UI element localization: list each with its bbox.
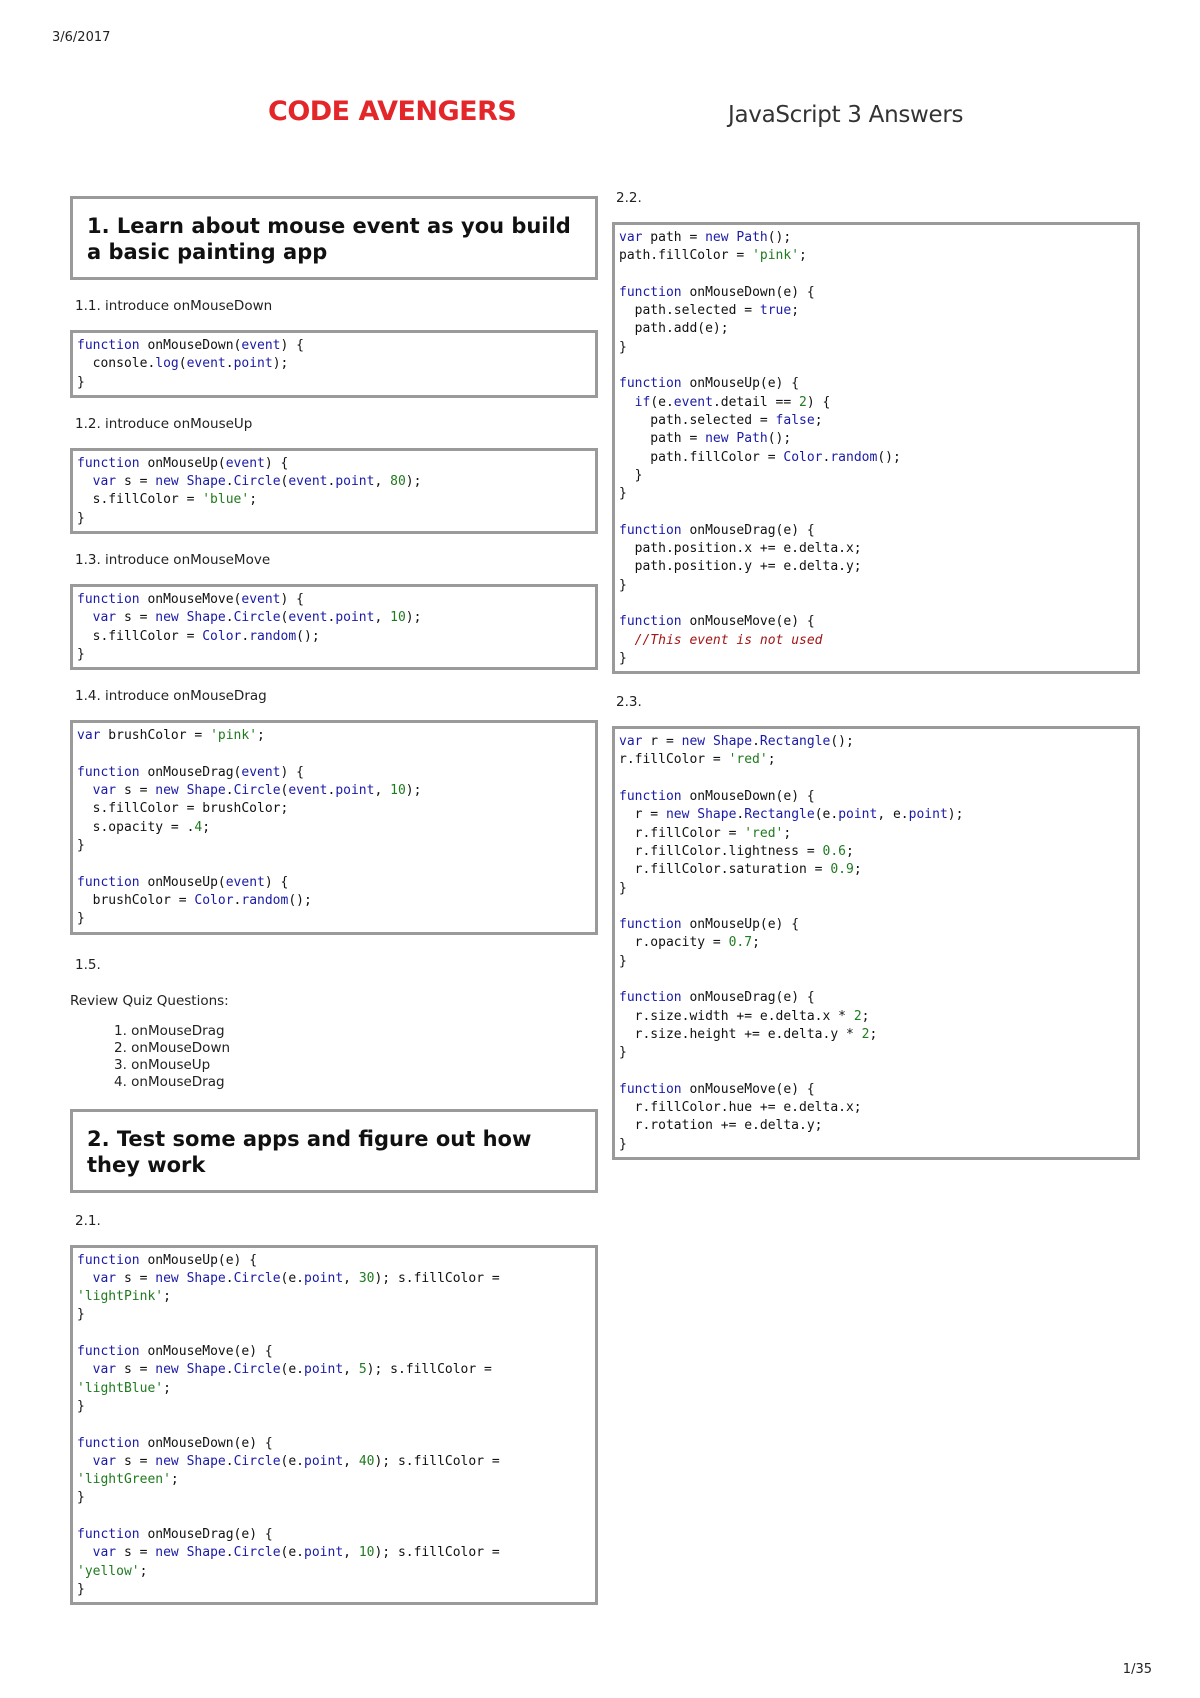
item-2-3-label: 2.3.: [616, 694, 642, 711]
code-line: var s = new Shape.Circle(e.point, 40); s.fillColor =: [92, 1453, 500, 1469]
code-line: s.fillColor = Color.random();: [77, 628, 320, 644]
code-line: r.opacity = 0.7;: [619, 935, 760, 951]
code-line: function onMouseDown(e) {: [77, 1435, 273, 1451]
code-line: r.fillColor = 'red';: [619, 752, 776, 768]
code-line: 'lightGreen';: [77, 1472, 179, 1488]
logo-text: CODE AVENGERS: [268, 96, 517, 127]
section-1-items: [70, 298, 600, 935]
code-line: path.fillColor = 'pink';: [619, 248, 807, 264]
code-line: }: [77, 510, 85, 526]
code-block-1-3: [70, 584, 598, 670]
code-line: function onMouseDown(e) {: [619, 789, 815, 805]
code-line: s.fillColor = brushColor;: [77, 801, 289, 817]
code-line: var s = new Shape.Circle(e.point, 10); s.fillColor =: [92, 1545, 500, 1561]
code-line: var s = new Shape.Circle(e.point, 30); s.fillColor =: [92, 1270, 500, 1286]
code-line: }: [619, 339, 627, 355]
item-1-1-label: 1.1. introduce onMouseDown: [75, 298, 273, 314]
code-line: function onMouseDrag(e) {: [619, 990, 815, 1006]
code-line: var brushColor = 'pink';: [77, 728, 265, 744]
code-line: path.fillColor = Color.random();: [619, 449, 901, 465]
code-line: function onMouseMove(event) {: [77, 592, 304, 608]
code-line: function onMouseDrag(e) {: [619, 522, 815, 538]
code-line: function onMouseMove(e) {: [77, 1344, 273, 1360]
code-line: //This event is not used: [634, 632, 823, 648]
code-line: function onMouseDrag(e) {: [77, 1526, 273, 1542]
code-line: [619, 503, 1133, 521]
code-line: }: [619, 953, 627, 969]
code-block-1-1: [70, 330, 598, 398]
code-line: }: [619, 467, 643, 483]
code-line: [619, 266, 1133, 284]
code-line: var s = new Shape.Circle(event.point, 10);: [92, 610, 422, 626]
quiz-label: Review Quiz Questions:: [70, 992, 229, 1009]
quiz-answer: 2. onMouseDown: [114, 1040, 600, 1057]
quiz-answer: 4. onMouseDrag: [114, 1074, 600, 1091]
code-line: function onMouseDrag(event) {: [77, 764, 304, 780]
code-line: r.size.height += e.delta.y * 2;: [619, 1026, 878, 1042]
code-line: var s = new Shape.Circle(e.point, 5); s.fillColor =: [92, 1362, 492, 1378]
code-line: path.add(e);: [619, 321, 729, 337]
code-line: console.log(event.point);: [77, 356, 289, 372]
section-1-heading: 1. Learn about mouse event as you build a basic painting app: [70, 196, 598, 280]
section-2-heading: 2. Test some apps and figure out how they work: [70, 1109, 598, 1193]
code-line: function onMouseMove(e) {: [619, 1081, 815, 1097]
code-line: path.position.y += e.delta.y;: [619, 559, 862, 575]
code-line: }: [619, 577, 627, 593]
code-line: function onMouseMove(e) {: [619, 614, 815, 630]
quiz-answer-list: [114, 1023, 600, 1091]
item-1-3-label: 1.3. introduce onMouseMove: [75, 552, 271, 569]
print-date: 3/6/2017: [52, 30, 111, 45]
code-line: s.opacity = .4;: [77, 819, 211, 835]
code-line: }: [619, 1045, 627, 1061]
code-line: [77, 746, 591, 764]
code-line: 'yellow';: [77, 1563, 148, 1579]
code-line: function onMouseUp(event) {: [77, 455, 289, 471]
code-line: [77, 1416, 591, 1434]
code-line: function onMouseDown(e) {: [619, 284, 815, 300]
code-line: }: [77, 646, 85, 662]
code-line: var path = new Path();: [619, 230, 792, 245]
code-line: r.size.width += e.delta.x * 2;: [619, 1008, 870, 1024]
code-line: }: [619, 486, 627, 502]
code-avengers-logo: [268, 94, 530, 132]
code-line: }: [619, 880, 627, 896]
code-line: path.selected = true;: [619, 303, 800, 319]
item-1-2-label: 1.2. introduce onMouseUp: [75, 415, 253, 432]
code-line: }: [77, 838, 85, 854]
code-line: if(e.event.detail == 2) {: [634, 394, 831, 410]
code-line: [619, 770, 1133, 788]
item-2-1-label: 2.1.: [75, 1212, 101, 1229]
code-line: 'lightBlue';: [77, 1380, 171, 1396]
code-line: function onMouseUp(event) {: [77, 874, 289, 890]
code-line: }: [619, 650, 627, 666]
code-line: }: [77, 1490, 85, 1506]
code-line: [77, 1325, 591, 1343]
item-2-2-label: 2.2.: [616, 190, 642, 206]
code-line: var s = new Shape.Circle(event.point, 80);: [92, 474, 422, 490]
code-block-2-3: [612, 726, 1140, 1160]
left-column: [70, 196, 600, 1605]
right-column: [612, 190, 1142, 1160]
code-block-2-1: [70, 1245, 598, 1606]
code-line: [77, 1508, 591, 1526]
code-line: r.fillColor = 'red';: [619, 825, 792, 841]
code-line: }: [77, 1307, 85, 1323]
code-line: path.position.x += e.delta.x;: [619, 541, 862, 557]
code-line: r = new Shape.Rectangle(e.point, e.point);: [619, 807, 964, 823]
quiz-answer: 3. onMouseUp: [114, 1057, 600, 1074]
logo-wordmark: [268, 94, 530, 128]
code-block-1-2: [70, 448, 598, 534]
code-line: path.selected = false;: [619, 412, 823, 428]
code-line: [619, 595, 1133, 613]
code-line: function onMouseUp(e) {: [77, 1252, 258, 1268]
code-line: r.fillColor.lightness = 0.6;: [619, 843, 854, 859]
code-line: }: [77, 911, 85, 927]
document-title: JavaScript 3 Answers: [728, 102, 964, 128]
code-line: r.fillColor.hue += e.delta.x;: [619, 1100, 862, 1116]
code-block-1-4: [70, 720, 598, 934]
code-line: [619, 898, 1133, 916]
code-line: s.fillColor = 'blue';: [77, 492, 258, 508]
code-line: r.rotation += e.delta.y;: [619, 1118, 823, 1134]
code-line: }: [77, 1398, 85, 1414]
code-line: brushColor = Color.random();: [77, 892, 312, 908]
code-line: var s = new Shape.Circle(event.point, 10);: [92, 783, 422, 799]
item-1-5-label: 1.5.: [75, 956, 101, 973]
code-line: }: [77, 1581, 85, 1597]
item-1-4-label: 1.4. introduce onMouseDrag: [75, 688, 267, 705]
code-line: [619, 971, 1133, 989]
code-line: [77, 855, 591, 873]
code-line: [619, 357, 1133, 375]
code-line: }: [77, 374, 85, 390]
code-block-2-2: [612, 222, 1140, 674]
code-line: function onMouseUp(e) {: [619, 376, 800, 392]
code-line: }: [619, 1136, 627, 1152]
code-line: var r = new Shape.Rectangle();: [619, 734, 854, 750]
code-line: function onMouseUp(e) {: [619, 917, 800, 933]
quiz-answer: 1. onMouseDrag: [114, 1023, 600, 1040]
code-line: path = new Path();: [619, 431, 792, 447]
code-line: [619, 1062, 1133, 1080]
code-line: function onMouseDown(event) {: [77, 338, 304, 353]
code-line: r.fillColor.saturation = 0.9;: [619, 862, 862, 878]
page-number: 1/35: [1122, 1662, 1152, 1677]
code-line: 'lightPink';: [77, 1289, 171, 1305]
